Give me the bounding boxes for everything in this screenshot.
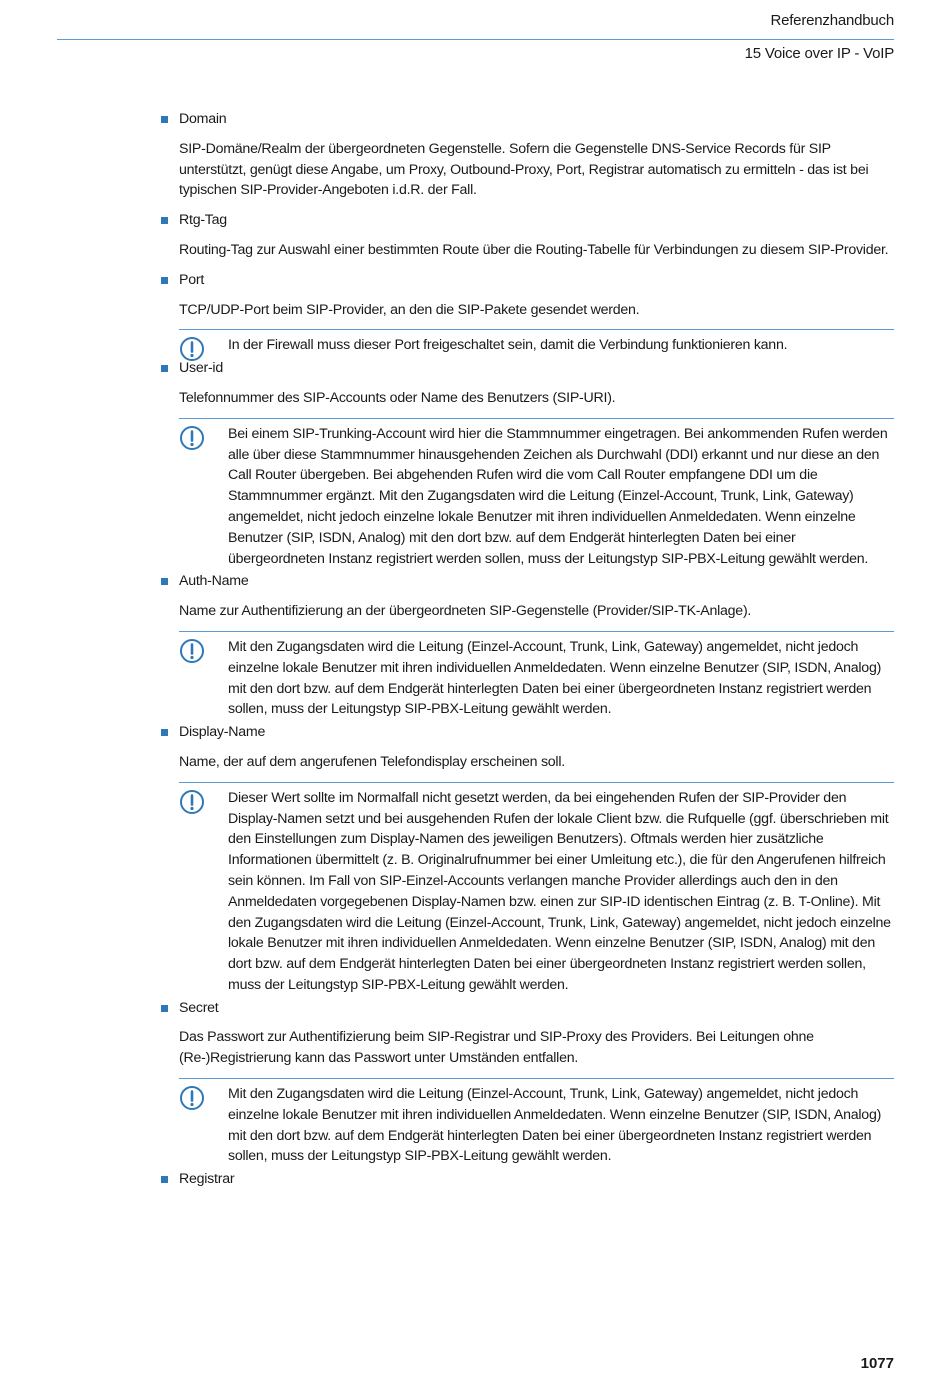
list-item	[160, 1169, 894, 1190]
item-term: Port	[179, 271, 205, 288]
item-term: Rtg-Tag	[179, 212, 227, 229]
header-divider	[57, 39, 894, 40]
square-bullet-icon	[161, 729, 168, 736]
item-term: Domain	[179, 111, 227, 127]
note-text: Dieser Wert sollte im Normalfall nicht gesetzt werden, da bei eingehenden Rufen der SIP-Provider den Display-Namen setzt und bei ausgehenden Rufen der lokale Client bzw. die Rufquelle (ggf. überschrieben mit den Einstellungen zum Display-Namen des jeweiligen Benutzers). Oftmals werden hier zusätzliche Informationen übermittelt (z. B. Originalrufnummer bei einer Umleitung etc.), die für den Angerufenen hilfreich sein können. Im Fall von SIP-Einzel-Accounts verlangen manche Provider allerdings auch den in den Anmeldedaten vorgegebenen Display-Namen bzw. einen zur SIP-ID identischen Eintrag (z. B. T-Online). Mit den Zugangsdaten wird die Leitung (Einzel-Account, Trunk, Link, Gateway) angemeldet, nicht jedoch einzelne lokale Benutzer mit ihren individuellen Anmeldedaten. Wenn einzelne Benutzer (SIP, ISDN, Analog) mit den dort bzw. auf dem Endgerät hinterlegten Daten bei einer übergeordneten Instanz registriert werden sollen, muss der Leitungstyp SIP-PBX-Leitung gewählt werden.	[228, 789, 891, 993]
header-title: Referenzhandbuch	[770, 12, 894, 29]
list-item	[160, 722, 894, 743]
note-box	[179, 418, 894, 570]
item-description: Name, der auf dem angerufenen Telefondisplay erscheinen soll.	[179, 753, 565, 770]
item-term: Registrar	[179, 1171, 235, 1188]
document-body	[160, 109, 894, 1199]
list-item	[160, 358, 894, 379]
list-item	[160, 270, 894, 291]
list-item	[160, 571, 894, 592]
exclamation-circle-icon	[179, 638, 205, 664]
exclamation-circle-icon	[179, 789, 205, 815]
note-text: Bei einem SIP-Trunking-Account wird hier die Stammnummer eingetragen. Bei ankommenden Rufen werden alle über diese Stammnummer hinausgehenden Zeichen als Durchwahl (DDI) erkannt und nur diese an den Call Router übergeben. Bei abgehenden Rufen wird die vom Call Router empfangene DDI um die Stammnummer ergänzt. Mit den Zugangsdaten wird die Leitung (Einzel-Account, Trunk, Link, Gateway) angemeldet, nicht jedoch einzelne lokale Benutzer mit ihren individuellen Anmeldedaten. Wenn einzelne Benutzer (SIP, ISDN, Analog) mit den dort bzw. auf dem Endgerät hinterlegten Daten bei einer übergeordneten Instanz registriert werden sollen, muss der Leitungstyp SIP-PBX-Leitung gewählt werden.	[228, 425, 888, 567]
note-box	[179, 782, 894, 996]
item-term: Display-Name	[179, 724, 266, 741]
item-term: User-id	[179, 360, 223, 377]
item-description: Name zur Authentifizierung an der übergeordneten SIP-Gegenstelle (Provider/SIP-TK-Anlage).	[179, 603, 752, 620]
list-item	[160, 109, 894, 130]
page-number: 1077	[860, 1355, 894, 1372]
item-term: Secret	[179, 999, 219, 1016]
list-item	[160, 998, 894, 1019]
square-bullet-icon	[161, 277, 168, 284]
note-text: Mit den Zugangsdaten wird die Leitung (Einzel-Account, Trunk, Link, Gateway) angemeldet, nicht jedoch einzelne lokale Benutzer mit ihren individuellen Anmeldedaten. Wenn einzelne Benutzer (SIP, ISDN, Analog) mit den dort bzw. auf dem Endgerät hinterlegten Daten bei einer übergeordneten Instanz registriert werden sollen, muss der Leitungstyp SIP-PBX-Leitung gewählt werden.	[228, 1086, 882, 1165]
note-text: Mit den Zugangsdaten wird die Leitung (Einzel-Account, Trunk, Link, Gateway) angemeldet, nicht jedoch einzelne lokale Benutzer mit ihren individuellen Anmeldedaten. Wenn einzelne Benutzer (SIP, ISDN, Analog) mit den dort bzw. auf dem Endgerät hinterlegten Daten bei einer übergeordneten Instanz registriert werden sollen, muss der Leitungstyp SIP-PBX-Leitung gewählt werden.	[228, 638, 882, 718]
item-description: Das Passwort zur Authentifizierung beim SIP-Registrar und SIP-Proxy des Providers. Bei Leitungen ohne (Re-)Registrierung kann das Passwort unter Umständen entfallen.	[179, 1029, 814, 1067]
item-description: SIP-Domäne/Realm der übergeordneten Gegenstelle. Sofern die Gegenstelle DNS-Service Records für SIP unterstützt, genügt diese Angabe, um Proxy, Outbound-Proxy, Port, Registrar automatisch zu ermitteln - das ist bei typischen SIP-Provider-Angeboten i.d.R. der Fall.	[179, 140, 869, 199]
exclamation-circle-icon	[179, 425, 205, 451]
note-box	[179, 329, 894, 356]
item-description: TCP/UDP-Port beim SIP-Provider, an den die SIP-Pakete gesendet werden.	[179, 301, 640, 318]
item-description: Telefonnummer des SIP-Accounts oder Name des Benutzers (SIP-URI).	[179, 389, 616, 406]
square-bullet-icon	[161, 217, 168, 224]
exclamation-circle-icon	[179, 1085, 205, 1111]
note-box	[179, 1078, 894, 1167]
square-bullet-icon	[161, 1005, 168, 1012]
note-box	[179, 631, 894, 720]
square-bullet-icon	[161, 578, 168, 585]
list-item	[160, 210, 894, 231]
square-bullet-icon	[161, 365, 168, 372]
square-bullet-icon	[161, 1176, 168, 1183]
item-description: Routing-Tag zur Auswahl einer bestimmten Route über die Routing-Tabelle für Verbindungen zu diesem SIP-Provider.	[179, 241, 889, 258]
item-term: Auth-Name	[179, 573, 249, 590]
header-chapter: 15 Voice over IP - VoIP	[744, 45, 894, 62]
note-text: In der Firewall muss dieser Port freigeschaltet sein, damit die Verbindung funktionieren kann.	[228, 337, 788, 354]
square-bullet-icon	[161, 116, 168, 123]
